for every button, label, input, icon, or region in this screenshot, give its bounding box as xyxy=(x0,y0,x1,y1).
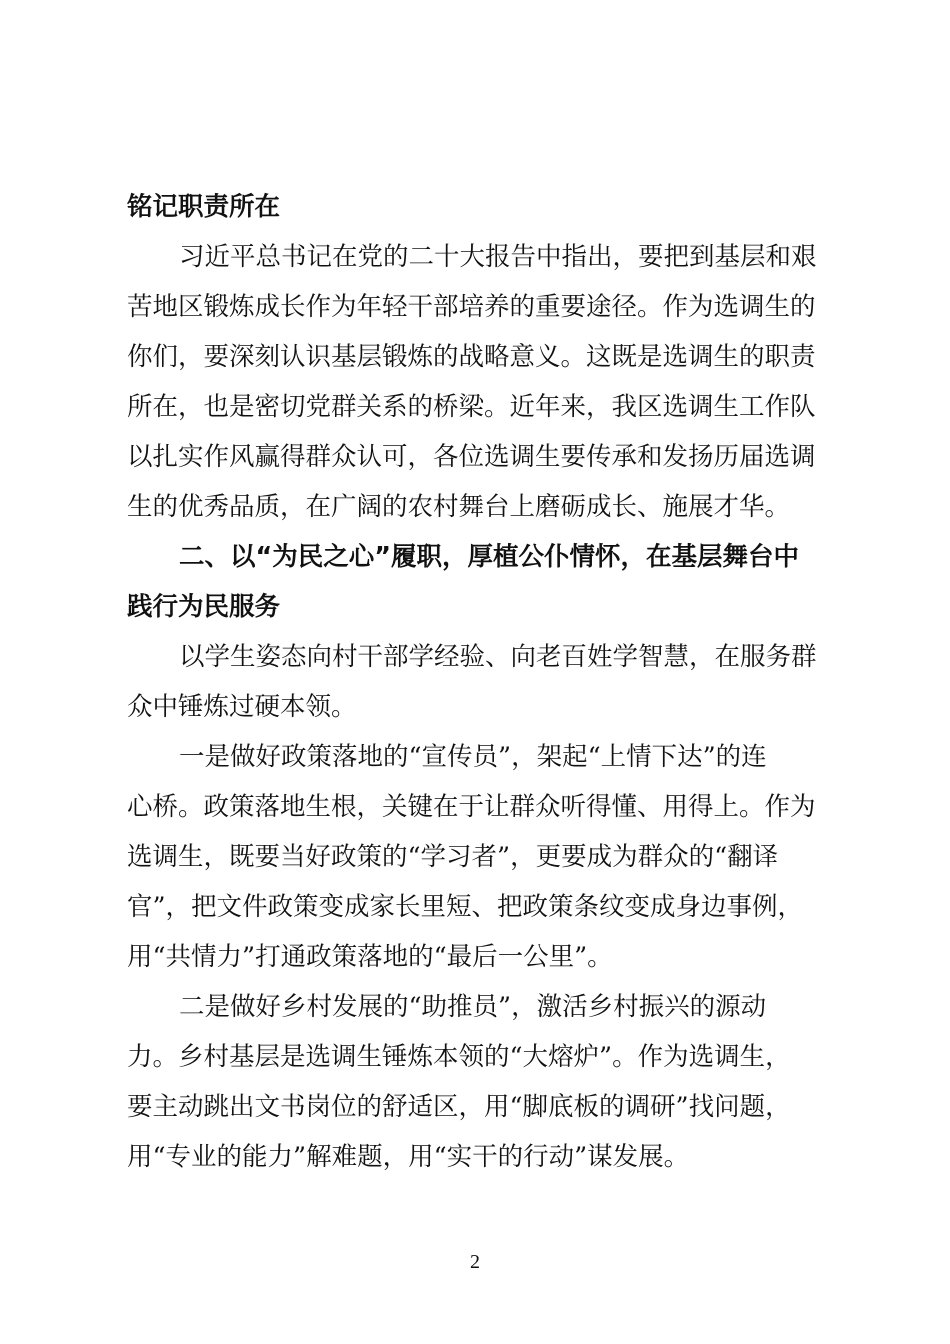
paragraph-line: 官”，把文件政策变成家长里短、把政策条纹变成身边事例， xyxy=(127,892,804,922)
paragraph-line: 要主动跳出文书岗位的舒适区，用“脚底板的调研”找问题， xyxy=(127,1092,791,1122)
paragraph-line: 苦地区锻炼成长作为年轻干部培养的重要途径。作为选调生的 xyxy=(127,292,816,322)
paragraph-line: 所在，也是密切党群关系的桥梁。近年来，我区选调生工作队 xyxy=(127,392,816,422)
paragraph-line: 一是做好政策落地的“宣传员”，架起“上情下达”的连 xyxy=(179,742,767,772)
paragraph-line: 心桥。政策落地生根，关键在于让群众听得懂、用得上。作为 xyxy=(127,792,816,822)
paragraph-line: 众中锤炼过硬本领。 xyxy=(127,692,357,722)
page-number: 2 xyxy=(470,1251,480,1273)
section-heading: 践行为民服务 xyxy=(127,592,281,622)
paragraph-line: 以扎实作风赢得群众认可，各位选调生要传承和发扬历届选调 xyxy=(127,442,816,472)
paragraph-line: 二是做好乡村发展的“助推员”，激活乡村振兴的源动 xyxy=(179,992,767,1022)
paragraph-line: 力。乡村基层是选调生锤炼本领的“大熔炉”。作为选调生， xyxy=(127,1042,791,1072)
paragraph-line: 选调生，既要当好政策的“学习者”，更要成为群众的“翻译 xyxy=(127,842,779,872)
paragraph-line: 以学生姿态向村干部学经验、向老百姓学智慧，在服务群 xyxy=(179,642,817,672)
paragraph-line: 你们，要深刻认识基层锻炼的战略意义。这既是选调生的职责 xyxy=(127,342,816,372)
section-heading: 二、以“为民之心”履职，厚植公仆情怀，在基层舞台中 xyxy=(179,542,800,572)
section-heading-continued: 铭记职责所在 xyxy=(127,192,281,222)
paragraph-line: 用“专业的能力”解难题，用“实干的行动”谋发展。 xyxy=(127,1142,690,1172)
paragraph-line: 用“共情力”打通政策落地的“最后一公里”。 xyxy=(127,942,613,972)
paragraph-line: 生的优秀品质，在广阔的农村舞台上磨砺成长、施展才华。 xyxy=(127,492,791,522)
paragraph-line: 习近平总书记在党的二十大报告中指出，要把到基层和艰 xyxy=(179,242,817,272)
